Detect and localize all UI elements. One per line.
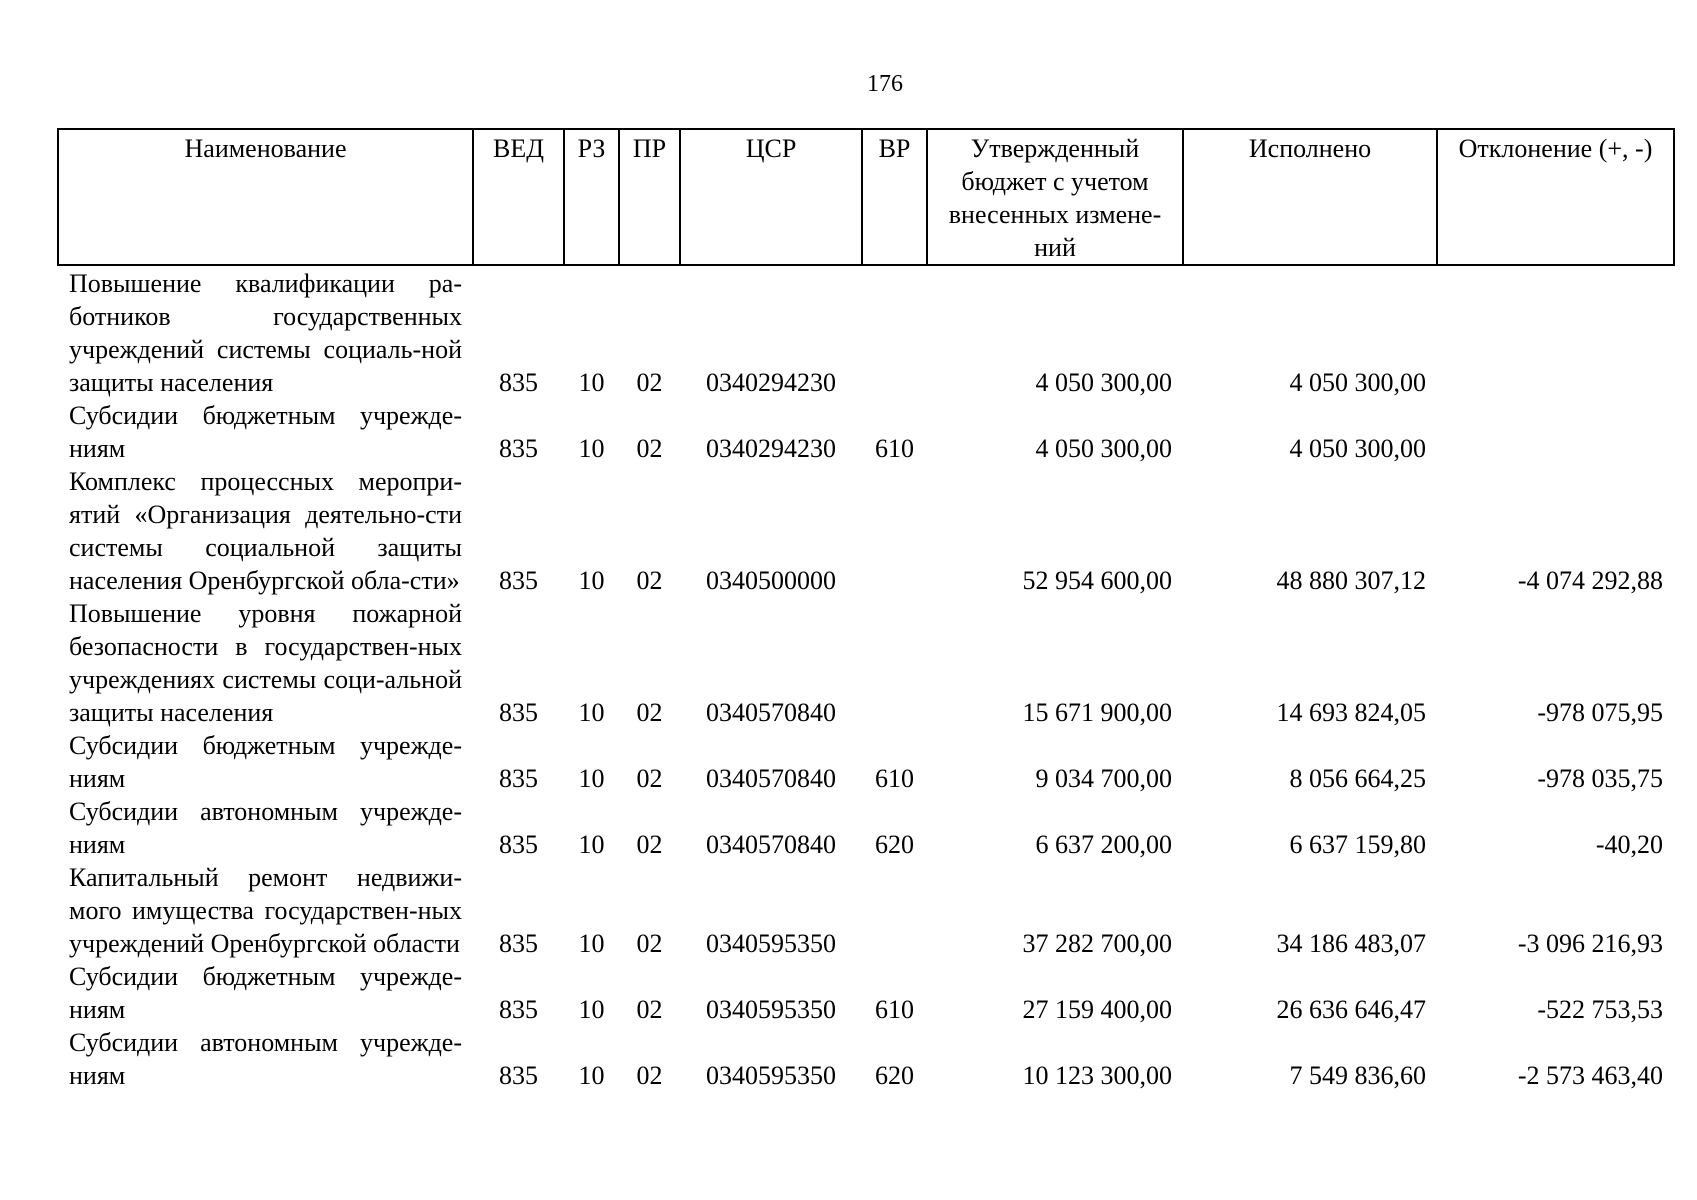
- header-vr: ВР: [862, 129, 927, 265]
- row-csr: 0340294230: [706, 434, 836, 463]
- row-vr: 610: [875, 995, 914, 1024]
- row-ved: 835: [499, 1061, 538, 1090]
- row-csr: 0340570840: [706, 698, 836, 727]
- row-deviation: -522 753,53: [1537, 995, 1663, 1024]
- row-name: Капитальный ремонт недвижи-мого имущества государствен-ных учреждений Оренбургской области: [69, 863, 462, 958]
- row-vr: [862, 265, 927, 399]
- row-vr: [862, 597, 927, 729]
- table-row: [58, 399, 1674, 465]
- header-csr: ЦСР: [680, 129, 862, 265]
- row-name: Субсидии бюджетным учрежде-ниям: [69, 731, 462, 793]
- row-executed: 48 880 307,12: [1276, 566, 1426, 595]
- table-row: [58, 795, 1674, 861]
- row-csr: 0340570840: [706, 830, 836, 859]
- row-executed: 6 637 159,80: [1289, 830, 1426, 859]
- row-vr: [862, 861, 927, 960]
- table-row: [58, 1026, 1674, 1092]
- row-approved: 9 034 700,00: [1035, 764, 1172, 793]
- row-executed: 8 056 664,25: [1289, 764, 1426, 793]
- row-name: Комплекс процессных меропри-ятий «Организация деятельно-сти системы социальной защиты населения Оренбургской обла-сти»: [69, 467, 462, 595]
- row-deviation: -2 573 463,40: [1517, 1061, 1663, 1090]
- row-name: Повышение уровня пожарной безопасности в государствен-ных учреждениях системы соци-альной защиты населения: [69, 599, 462, 727]
- row-rz: 10: [578, 434, 605, 463]
- row-vr: 620: [875, 1061, 914, 1090]
- table-row: [58, 265, 1674, 399]
- row-name: Повышение квалификации ра-ботников государственных учреждений системы социаль-ной защиты населения: [69, 269, 462, 397]
- row-vr: 620: [875, 830, 914, 859]
- row-deviation: -978 075,95: [1537, 698, 1663, 727]
- row-pr: 02: [636, 830, 663, 859]
- table-row: [58, 465, 1674, 597]
- row-deviation: -4 074 292,88: [1517, 566, 1663, 595]
- row-pr: 02: [636, 1061, 663, 1090]
- row-rz: 10: [578, 929, 605, 958]
- row-csr: 0340500000: [706, 566, 836, 595]
- row-csr: 0340595350: [706, 995, 836, 1024]
- row-rz: 10: [578, 764, 605, 793]
- row-pr: 02: [636, 434, 663, 463]
- table-row: [58, 729, 1674, 795]
- row-csr: 0340595350: [706, 1061, 836, 1090]
- header-name: Наименование: [58, 129, 473, 265]
- header-rz: РЗ: [564, 129, 619, 265]
- row-approved: 10 123 300,00: [1022, 1061, 1172, 1090]
- row-executed: 7 549 836,60: [1289, 1061, 1426, 1090]
- row-approved: 37 282 700,00: [1022, 929, 1172, 958]
- table-row: [58, 861, 1674, 960]
- row-executed: 26 636 646,47: [1276, 995, 1426, 1024]
- row-deviation: -978 035,75: [1537, 764, 1663, 793]
- row-rz: 10: [578, 830, 605, 859]
- row-name: Субсидии бюджетным учрежде-ниям: [69, 401, 462, 463]
- table-header-row: [58, 129, 1674, 265]
- header-pr: ПР: [619, 129, 680, 265]
- row-pr: 02: [636, 368, 663, 397]
- row-ved: 835: [499, 764, 538, 793]
- row-csr: 0340570840: [706, 764, 836, 793]
- row-approved: 27 159 400,00: [1022, 995, 1172, 1024]
- row-executed: 4 050 300,00: [1289, 434, 1426, 463]
- row-ved: 835: [499, 830, 538, 859]
- row-csr: 0340294230: [706, 368, 836, 397]
- row-name: Субсидии бюджетным учрежде-ниям: [69, 962, 462, 1024]
- row-rz: 10: [578, 698, 605, 727]
- row-executed: 4 050 300,00: [1289, 368, 1426, 397]
- row-pr: 02: [636, 995, 663, 1024]
- header-ved: ВЕД: [473, 129, 564, 265]
- row-pr: 02: [636, 764, 663, 793]
- row-rz: 10: [578, 995, 605, 1024]
- row-rz: 10: [578, 566, 605, 595]
- row-approved: 4 050 300,00: [1035, 434, 1172, 463]
- table-row: [58, 960, 1674, 1026]
- row-deviation: -3 096 216,93: [1517, 929, 1663, 958]
- row-vr: 610: [875, 764, 914, 793]
- header-deviation: Отклонение (+, -): [1437, 129, 1674, 265]
- row-approved: 6 637 200,00: [1035, 830, 1172, 859]
- row-ved: 835: [499, 698, 538, 727]
- row-approved: 15 671 900,00: [1022, 698, 1172, 727]
- row-ved: 835: [499, 566, 538, 595]
- row-name: Субсидии автономным учрежде-ниям: [69, 1028, 462, 1090]
- row-rz: 10: [578, 1061, 605, 1090]
- budget-execution-table: [57, 128, 1675, 1092]
- row-executed: 14 693 824,05: [1276, 698, 1426, 727]
- header-approved: Утвержденный бюджет с учетом внесенных измене-ний: [927, 129, 1183, 265]
- row-ved: 835: [499, 434, 538, 463]
- header-executed: Исполнено: [1183, 129, 1437, 265]
- row-deviation: [1437, 265, 1674, 399]
- row-name: Субсидии автономным учрежде-ниям: [69, 797, 462, 859]
- row-pr: 02: [636, 566, 663, 595]
- row-approved: 52 954 600,00: [1022, 566, 1172, 595]
- page-number: 176: [867, 71, 903, 97]
- row-ved: 835: [499, 995, 538, 1024]
- row-ved: 835: [499, 929, 538, 958]
- row-rz: 10: [578, 368, 605, 397]
- row-pr: 02: [636, 698, 663, 727]
- row-vr: 610: [875, 434, 914, 463]
- row-vr: [862, 465, 927, 597]
- row-deviation: -40,20: [1595, 830, 1663, 859]
- row-deviation: [1437, 399, 1674, 465]
- row-pr: 02: [636, 929, 663, 958]
- table-row: [58, 597, 1674, 729]
- row-csr: 0340595350: [706, 929, 836, 958]
- row-executed: 34 186 483,07: [1276, 929, 1426, 958]
- table-body: [58, 265, 1674, 1092]
- row-approved: 4 050 300,00: [1035, 368, 1172, 397]
- row-ved: 835: [499, 368, 538, 397]
